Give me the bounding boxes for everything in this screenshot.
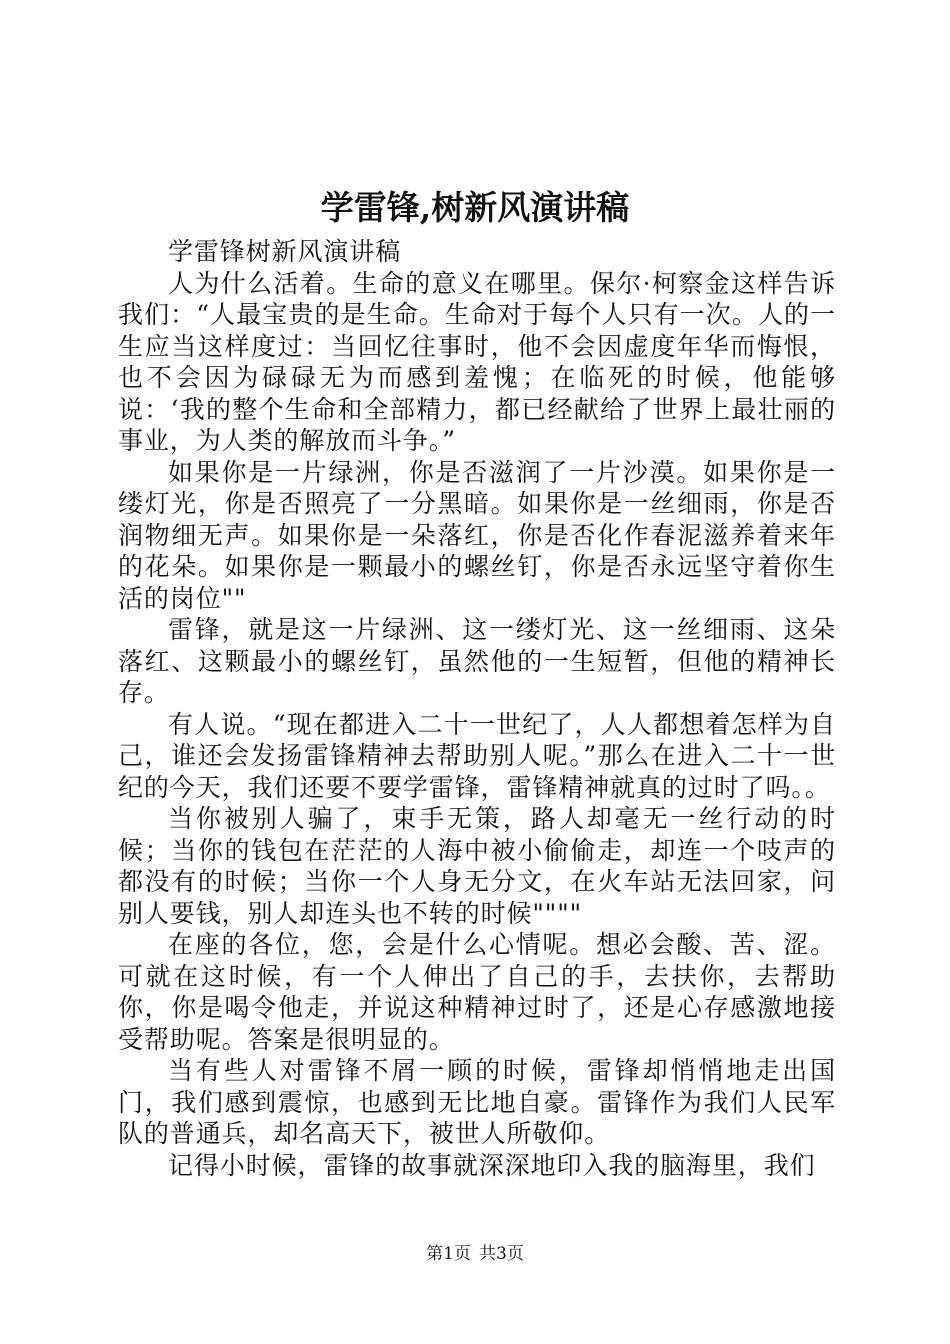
paragraph: 如果你是一片绿洲，你是否滋润了一片沙漠。如果你是一缕灯光，你是否照亮了一分黑暗。如果你是一丝细雨，你是否润物细无声。如果你是一朵落红，你是否化作春泥滋养着来年的花朵。如果你是一颗最小的螺丝钉，你是否永远坚守着你生活的岗位"": [118, 457, 836, 613]
paragraph: 当你被别人骗了，束手无策，路人却毫无一丝行动的时候；当你的钱包在茫茫的人海中被小偷偷走，却连一个吱声的都没有的时候；当你一个人身无分文，在火车站无法回家，问别人要钱，别人却连头也不转的时候"""": [118, 804, 836, 928]
paragraph-subtitle: 学雷锋树新风演讲稿: [168, 237, 402, 266]
page-number: 第1页: [426, 1244, 471, 1264]
paragraph: 在座的各位，您，会是什么心情呢。想必会酸、苦、涩。可就在这时候，有一个人伸出了自己的手，去扶你，去帮助你，你是喝令他走，并说这种精神过时了，还是心存感激地接受帮助呢。答案是很明显的。: [118, 930, 836, 1054]
paragraph: 人为什么活着。生命的意义在哪里。保尔·柯察金这样告诉我们：“人最宝贵的是生命。生命对于每个人只有一次。人的一生应当这样度过：当回忆往事时，他不会因虚度年华而悔恨，也不会因为碌碌无为而感到羞愧；在临死的时候，他能够说：‘我的整个生命和全部精力，都已经献给了世界上最壮丽的事业，为人类的解放而斗争。”: [118, 268, 836, 455]
paragraph: 雷锋，就是这一片绿洲、这一缕灯光、这一丝细雨、这朵落红、这颗最小的螺丝钉，虽然他的一生短暂，但他的精神长存。: [118, 615, 836, 707]
page-footer: [0, 1242, 950, 1266]
paragraph: 记得小时候，雷锋的故事就深深地印入我的脑海里，我们: [168, 1150, 816, 1180]
document-title: 学雷锋,树新风演讲稿: [320, 188, 630, 227]
document-body: [118, 236, 836, 1181]
paragraph: 有人说。“现在都进入二十一世纪了，人人都想着怎样为自己，谁还会发扬雷锋精神去帮助别人呢。”那么在进入二十一世纪的今天，我们还要不要学雷锋，雷锋精神就真的过时了吗。。: [118, 709, 836, 802]
paragraph: 当有些人对雷锋不屑一顾的时候，雷锋却悄悄地走出国门，我们感到震惊，也感到无比地自豪。雷锋作为我们人民军队的普通兵，却名高天下，被世人所敬仰。: [118, 1056, 836, 1148]
page-total: 共3页: [479, 1244, 524, 1264]
